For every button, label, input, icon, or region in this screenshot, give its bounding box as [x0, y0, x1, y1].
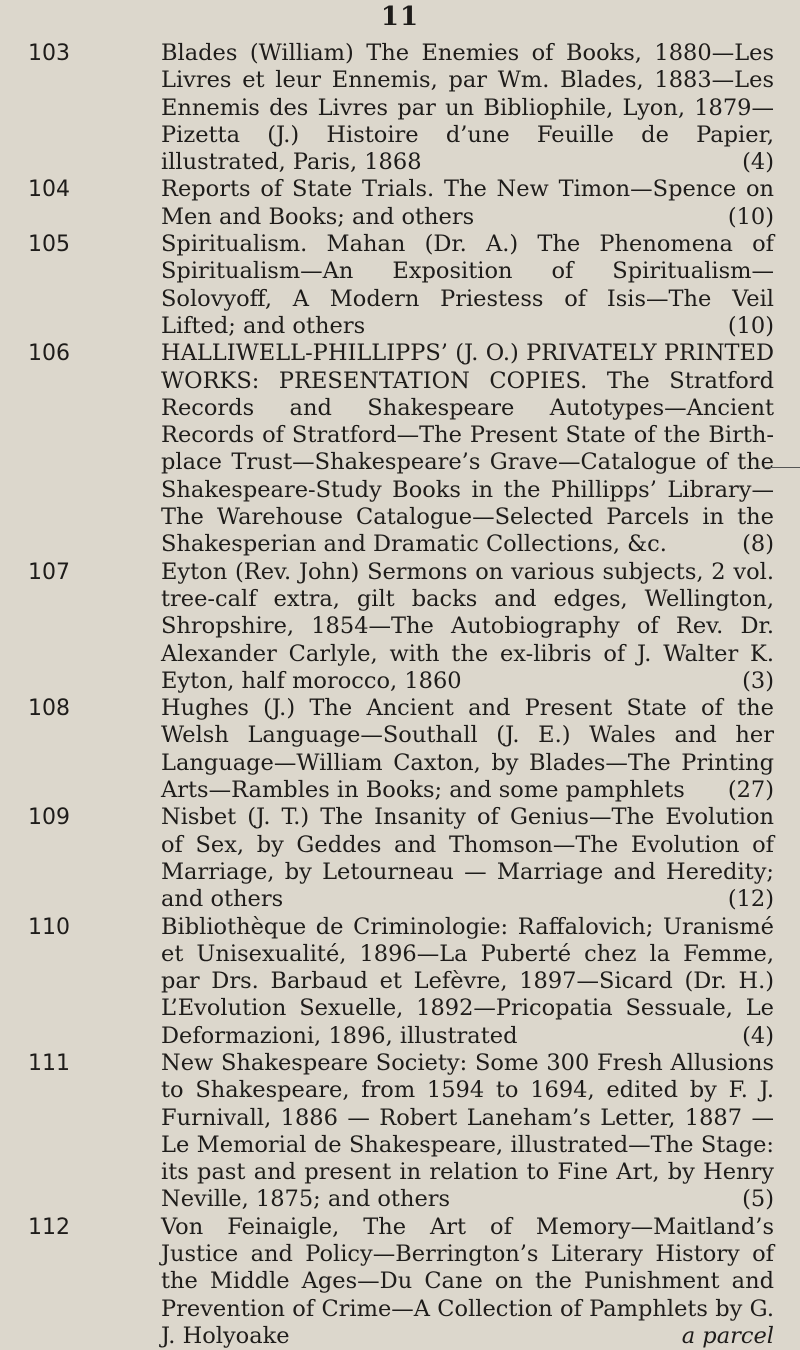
lot-description: Spiritualism. Mahan (Dr. A.) The Phenomena of Spiritualism—An Exposition of Spiritualism—Solovyoff, A Modern Priestess of Isis—The Veil Lifted; and others [161, 231, 774, 339]
lot-number: 109 [28, 805, 70, 831]
lot-number: 110 [28, 914, 70, 940]
lot-entry [0, 340, 800, 558]
lot-entry [0, 40, 800, 176]
lot-number: 103 [28, 41, 70, 66]
lot-list [0, 40, 800, 1350]
lot-quantity: (5) [742, 1186, 774, 1213]
lot-quantity: (27) [727, 777, 774, 804]
lot-quantity: (12) [727, 886, 774, 913]
lot-number: 107 [28, 559, 70, 585]
lot-description: Hughes (J.) The Ancient and Present State of the Welsh Language—Southall (J. E.) Wales and her Language—William Caxton, by Blades—The Printing Arts—Rambles in Books; and some pamphlets [161, 695, 774, 804]
lot-entry [0, 176, 800, 231]
lot-entry [0, 559, 800, 695]
lot-quantity: (3) [742, 667, 774, 694]
lot-quantity: (4) [742, 149, 774, 176]
lot-description: Nisbet (J. T.) The Insanity of Genius—The Evolution of Sex, by Geddes and Thomson—The Evolution of Marriage, by Letourneau — Marriage and Heredity; and others [161, 804, 774, 913]
lot-quantity: (4) [742, 1022, 774, 1049]
lot-description: Von Feinaigle, The Art of Memory—Maitland’s Justice and Policy—Berrington’s Literary History of the Middle Ages—Du Cane on the Punishment and Prevention of Crime—A Collection of Pamphlets by G. J. Holyoake [161, 1213, 774, 1349]
lot-number: 105 [28, 232, 70, 258]
lot-entry [0, 231, 800, 340]
lot-description: New Shakespeare Society: Some 300 Fresh Allusions to Shakespeare, from 1594 to 1694, edited by F. J. Furnivall, 1886 — Robert Laneham’s Letter, 1887 — Le Memorial de Shakespeare, illustrated—The Stage: its past and present in relation to Fine Art, by Henry Neville, 1875; and others [161, 1049, 774, 1213]
lot-description: Reports of State Trials. The New Timon—Spence on Men and Books; and others [161, 176, 774, 230]
lot-entry [0, 804, 800, 913]
lot-number: 106 [28, 341, 70, 367]
lot-description: Blades (William) The Enemies of Books, 1880—Les Livres et leur Ennemis, par Wm. Blades, 1883—Les Ennemis des Livres par un Bibliophile, Lyon, 1879—Pizetta (J.) Histoire d’une Feuille de Papier, illustrated, Paris, 1868 [161, 40, 774, 176]
lot-number: 104 [28, 177, 70, 203]
lot-number: 111 [28, 1050, 70, 1076]
page-number: 11 [380, 2, 420, 32]
lot-description: HALLIWELL-PHILLIPPS’ (J. O.) PRIVATELY PRINTED WORKS: PRESENTATION COPIES. The Stratford Records and Shakespeare Autotypes—Ancient Records of Stratford—The Present State of the Birth-place Trust—Shakespeare’s Grave—Catalogue of the Shakespeare-Study Books in the Phillipps’ Library—The Warehouse Catalogue—Selected Parcels in the Shakesperian and Dramatic Collections, &c. [161, 340, 774, 558]
lot-quantity: (10) [727, 203, 774, 230]
lot-entry [0, 1050, 800, 1214]
lot-quantity: (8) [742, 531, 774, 558]
lot-entry [0, 914, 800, 1050]
margin-rule [764, 467, 800, 468]
lot-description: Bibliothèque de Criminologie: Raffalovich; Uranismé et Unisexualité, 1896—La Puberté chez la Femme, par Drs. Barbaud et Lefèvre, 1897—Sicard (Dr. H.) L’Evolution Sexuelle, 1892—Pricopatia Sessuale, Le Deformazioni, 1896, illustrated [161, 913, 774, 1049]
lot-description: Eyton (Rev. John) Sermons on various subjects, 2 vol. tree-calf extra, gilt backs and edges, Wellington, Shropshire, 1854—The Autobiography of Rev. Dr. Alexander Carlyle, with the ex-libris of J. Walter K. Eyton, half morocco, 1860 [161, 558, 774, 694]
lot-number: 108 [28, 696, 70, 722]
lot-quantity: (10) [727, 312, 774, 339]
lot-entry [0, 695, 800, 804]
lot-number: 112 [28, 1214, 70, 1240]
lot-entry [0, 1214, 800, 1350]
lot-quantity: a parcel [681, 1322, 774, 1349]
